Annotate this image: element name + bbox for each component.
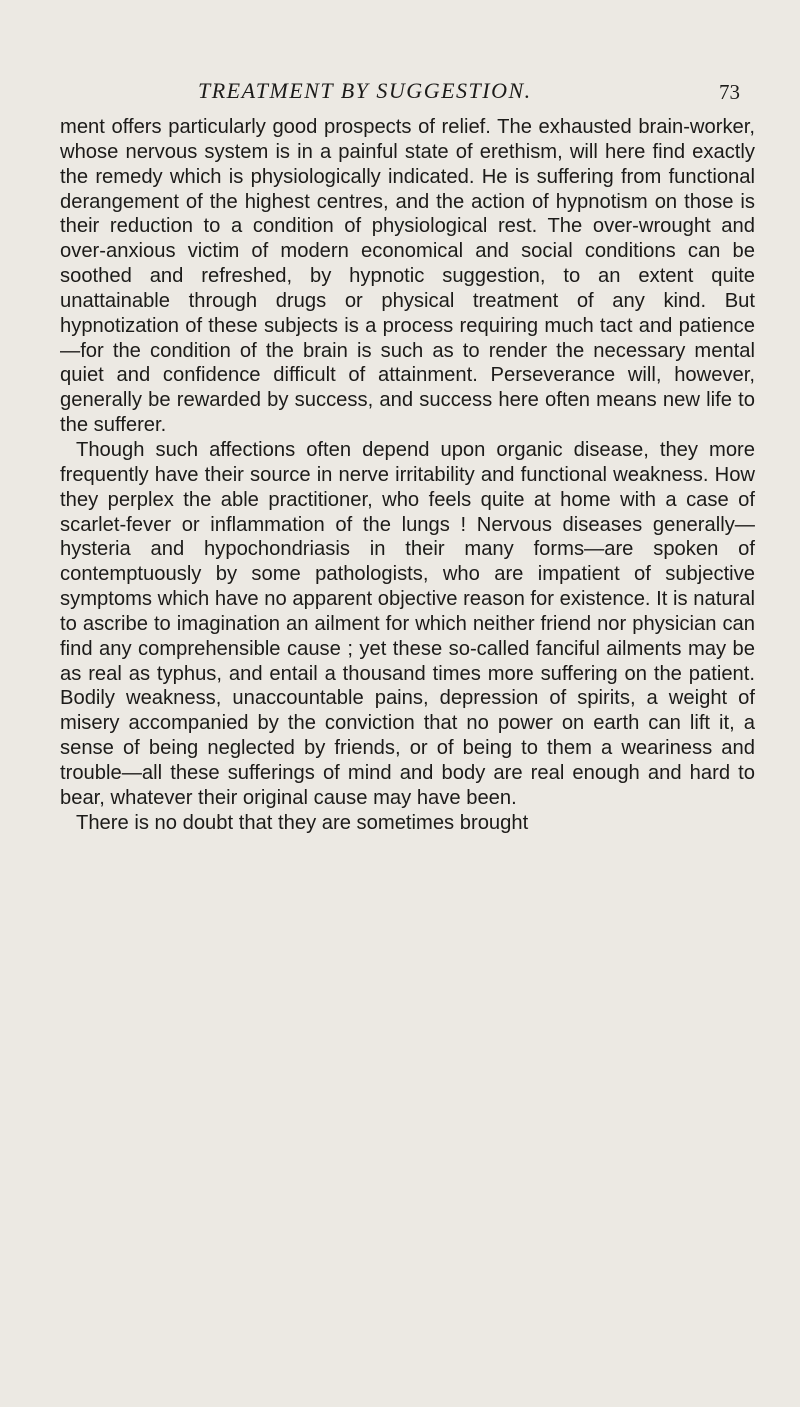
running-head [0, 78, 800, 108]
page-number: 73 [719, 80, 740, 104]
body-text [60, 115, 755, 835]
paragraph-nervous-diseases: Though such affections often depend upon organic disease, they more frequently have their source in nerve irritability and functional weakness. How they perplex the able practitioner, who feels quite at home with a case of scarlet-fever or inflammation of the lungs ! Nervous diseases generally—hysteria and hypochondriasis in their many forms—are spoken of contemptuously by some pathologists, who are impatient of subjective symptoms which have no apparent objective reason for existence. It is natural to ascribe to imagination an ailment for which neither friend nor physician can find any comprehensible cause ; yet these so-called fanciful ailments may be as real as typhus, and entail a thousand times more suffering on the patient. Bodily weakness, unaccountable pains, depression of spirits, a weight of misery accompanied by the conviction that no power on earth can lift it, a sense of being neglected by friends, or of being to them a weariness and trouble—all these sufferings of mind and body are real enough and hard to bear, whatever their original cause may have been. [60, 438, 755, 809]
paragraph-continued: ment offers particularly good prospects of relief. The exhausted brain-worker, whose nervous system is in a painful state of erethism, will here find exactly the remedy which is physiologically indicated. He is suffering from functional derangement of the highest centres, and the action of hypnotism on those is their reduction to a condition of physiological rest. The over-wrought and over-anxious victim of modern economical and social conditions can be soothed and refreshed, by hypnotic suggestion, to an extent quite unattainable through drugs or physical treatment of any kind. But hypnotization of these subjects is a process requiring much tact and patience—for the condition of the brain is such as to render the necessary mental quiet and confidence difficult of attainment. Perseverance will, however, generally be rewarded by success, and success here often means new life to the sufferer. [60, 116, 755, 437]
running-title: TREATMENT BY SUGGESTION. [198, 78, 532, 103]
paragraph-final: There is no doubt that they are sometimes brought [76, 811, 529, 834]
